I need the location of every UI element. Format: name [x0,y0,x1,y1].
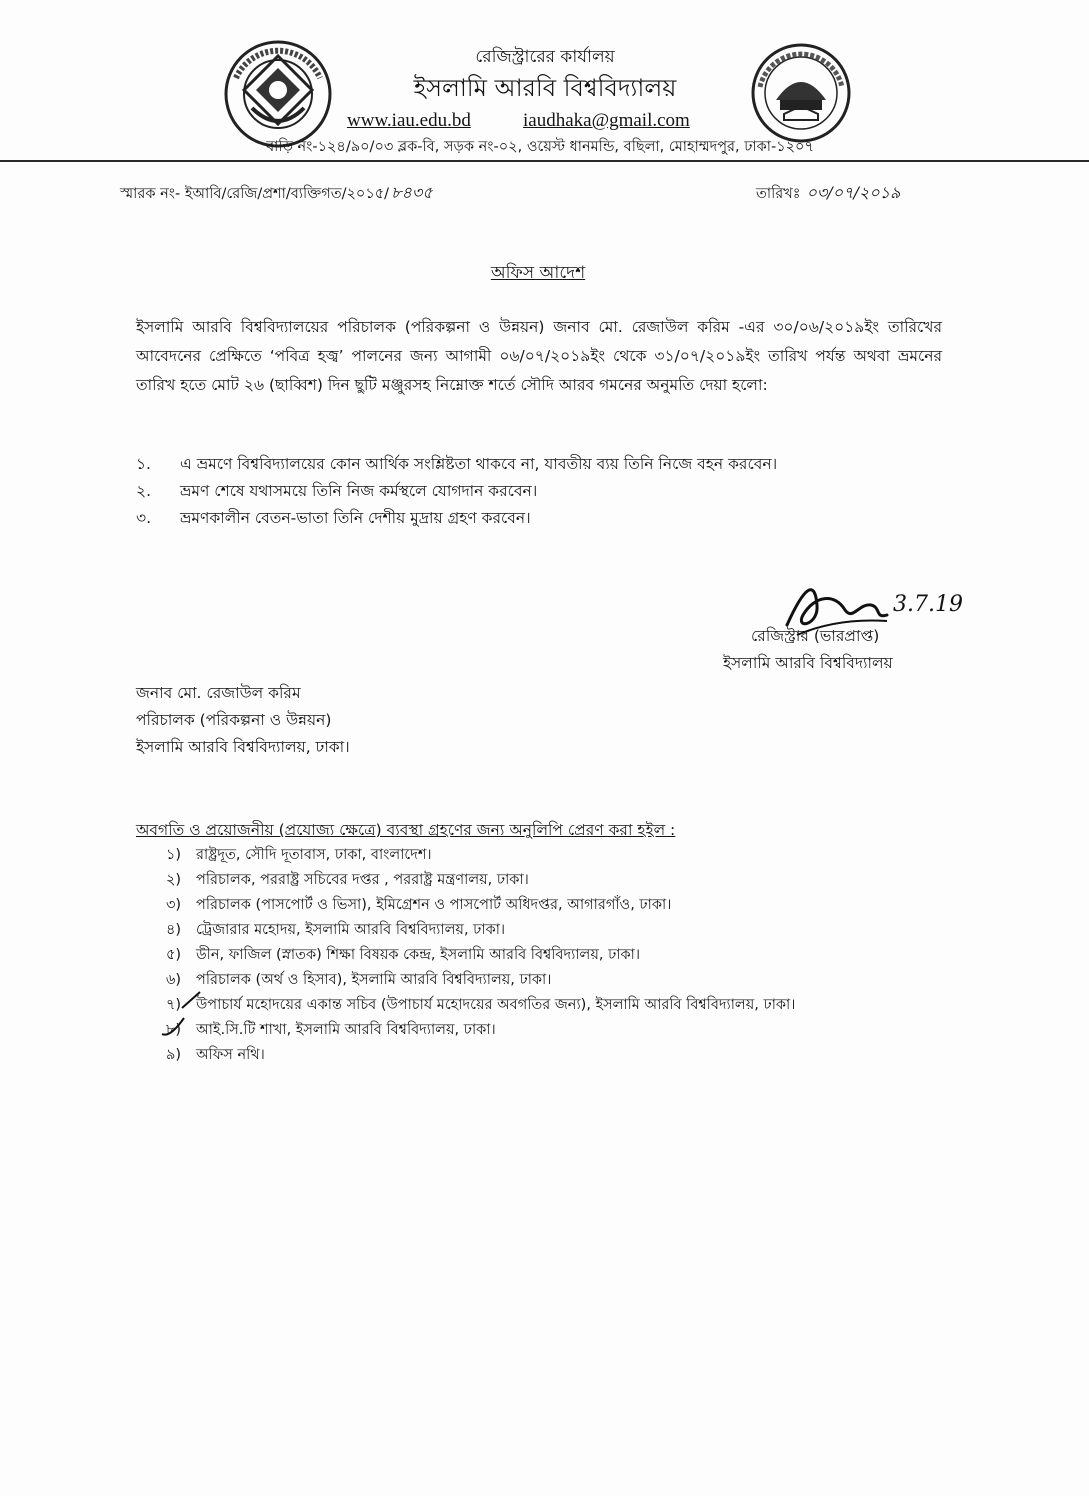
email-link[interactable]: iaudhaka@gmail.com [523,110,690,131]
order-body: ইসলামি আরবি বিশ্ববিদ্যালয়ের পরিচালক (পরিকল্পনা ও উন্নয়ন) জনাব মো. রেজাউল করিম -এর ৩০/০৬/২০১৯ইং তারিখের আবেদনের প্রেক্ষিতে ‘পবিত্র হজ্ব’ পালনের জন্য আগামী ০৬/০৭/২০১৯ইং থেকে ৩১/০৭/২০১৯ইং তারিখ পর্যন্ত অথবা ভ্রমনের তারিখ হতে মোট ২৬ (ছাব্বিশ) দিন ছুটি মঞ্জুরসহ নিম্নোক্ত শর্তে সৌদি আরব গমনের অনুমতি দেয়া হলো: [136,318,942,394]
condition-item [136,506,531,532]
condition-text: ভ্রমণ শেষে যথাসময়ে তিনি নিজ কর্মস্থলে যোগদান করবেন। [180,482,538,500]
copy-item [166,894,671,918]
letterhead-divider [0,160,1089,162]
copy-number: ৭) [166,997,182,1013]
copy-number: ৬) [166,972,182,988]
reference-handwritten: ৮৪৩৫ [391,183,433,202]
copy-item [166,944,640,968]
copy-item [166,844,432,868]
signatory-university: ইসলামি আরবি বিশ্ববিদ্যালয় [723,654,893,672]
university-name: ইসলামি আরবি বিশ্ববিদ্যালয় [413,74,677,102]
copy-item [166,869,529,893]
university-seal-icon [222,38,334,150]
condition-item [136,479,537,505]
copy-number: ২) [166,872,182,888]
issue-date [756,180,900,207]
date-label: তারিখঃ [756,186,801,202]
copy-text: ট্রেজারার মহোদয়, ইসলামি আরবি বিশ্ববিদ্যালয়, ঢাকা। [196,922,506,938]
condition-text: এ ভ্রমণে বিশ্ববিদ্যালয়ের কোন আর্থিক সংশ্লিষ্টতা থাকবে না, যাবতীয় ব্যয় তিনি নিজে বহন করবেন। [180,455,778,473]
copy-number: ৫) [166,947,182,963]
recipient-designation: পরিচালক (পরিকল্পনা ও উন্নয়ন) [136,711,332,729]
signatory-title: রেজিস্ট্রার (ভারপ্রাপ্ত) [751,627,880,645]
copy-text: ডীন, ফাজিল (স্নাতক) শিক্ষা বিষয়ক কেন্দ্র, ইসলামি আরবি বিশ্ববিদ্যালয়, ঢাকা। [196,947,641,963]
copy-item [166,994,795,1018]
signature-date: 3.7.19 [893,592,963,617]
recipient-name: জনাব মো. রেজাউল করিম [136,684,301,702]
university-emblem-icon [750,42,852,144]
reference-number [120,180,433,207]
copy-text: উপাচার্য মহোদয়ের একান্ত সচিব (উপাচার্য মহোদয়ের অবগতির জন্য), ইসলামি আরবি বিশ্ববিদ্যালয়, ঢাকা। [196,997,796,1013]
copy-text: অফিস নথি। [196,1047,265,1063]
reference-printed: স্মারক নং- ইআবি/রেজি/প্রশা/ব্যক্তিগত/২০১৫/ [120,186,390,202]
copy-number: ৯) [166,1047,182,1063]
condition-item [136,452,777,478]
copy-item [166,1019,496,1043]
copy-item [166,919,505,943]
letterhead-address: বাড়ি নং-১২৪/৯০/০৩ ব্লক-বি, সড়ক নং-০২, ওয়েস্ট ধানমন্ডি, বছিলা, মোহাম্মদপুর, ঢাকা-১২০৭ [266,139,814,155]
copy-number: ১) [166,847,182,863]
website-link[interactable]: www.iau.edu.bd [347,110,471,131]
copy-text: পরিচালক (অর্থ ও হিসাব), ইসলামি আরবি বিশ্ববিদ্যালয়, ঢাকা। [196,972,552,988]
copy-number: ৩) [166,897,182,913]
tick-mark-icon [180,990,202,1010]
copy-text: পরিচালক, পররাষ্ট্র সচিবের দপ্তর , পররাষ্ট্র মন্ত্রণালয়, ঢাকা। [196,872,529,888]
condition-number: ১. [136,455,151,473]
condition-number: ৩. [136,509,152,527]
condition-number: ২. [136,482,152,500]
tick-mark-icon [160,1016,186,1038]
document-title: অফিস আদেশ [490,263,586,283]
copy-text: আই.সি.টি শাখা, ইসলামি আরবি বিশ্ববিদ্যালয়, ঢাকা। [196,1022,496,1038]
recipient-organization: ইসলামি আরবি বিশ্ববিদ্যালয়, ঢাকা। [136,738,350,756]
copy-text: রাষ্ট্রদূত, সৌদি দূতাবাস, ঢাকা, বাংলাদেশ। [196,847,432,863]
copy-item [166,969,551,993]
copies-heading: অবগতি ও প্রয়োজনীয় (প্রযোজ্য ক্ষেত্রে) ব্যবস্থা গ্রহণের জন্য অনুলিপি প্রেরণ করা হইল : [136,821,676,839]
office-name: রেজিস্ট্রারের কার্যালয় [475,47,615,67]
condition-text: ভ্রমণকালীন বেতন-ভাতা তিনি দেশীয় মুদ্রায় গ্রহণ করবেন। [180,509,531,527]
copy-number: ৪) [166,922,182,938]
copy-number: ৮) [166,1022,182,1038]
copy-text: পরিচালক (পাসপোর্ট ও ভিসা), ইমিগ্রেশন ও পাসপোর্ট অধিদপ্তর, আগারগাঁও, ঢাকা। [196,897,672,913]
copy-item [166,1044,265,1068]
date-handwritten: ০৩/০৭/২০১৯ [806,183,901,202]
